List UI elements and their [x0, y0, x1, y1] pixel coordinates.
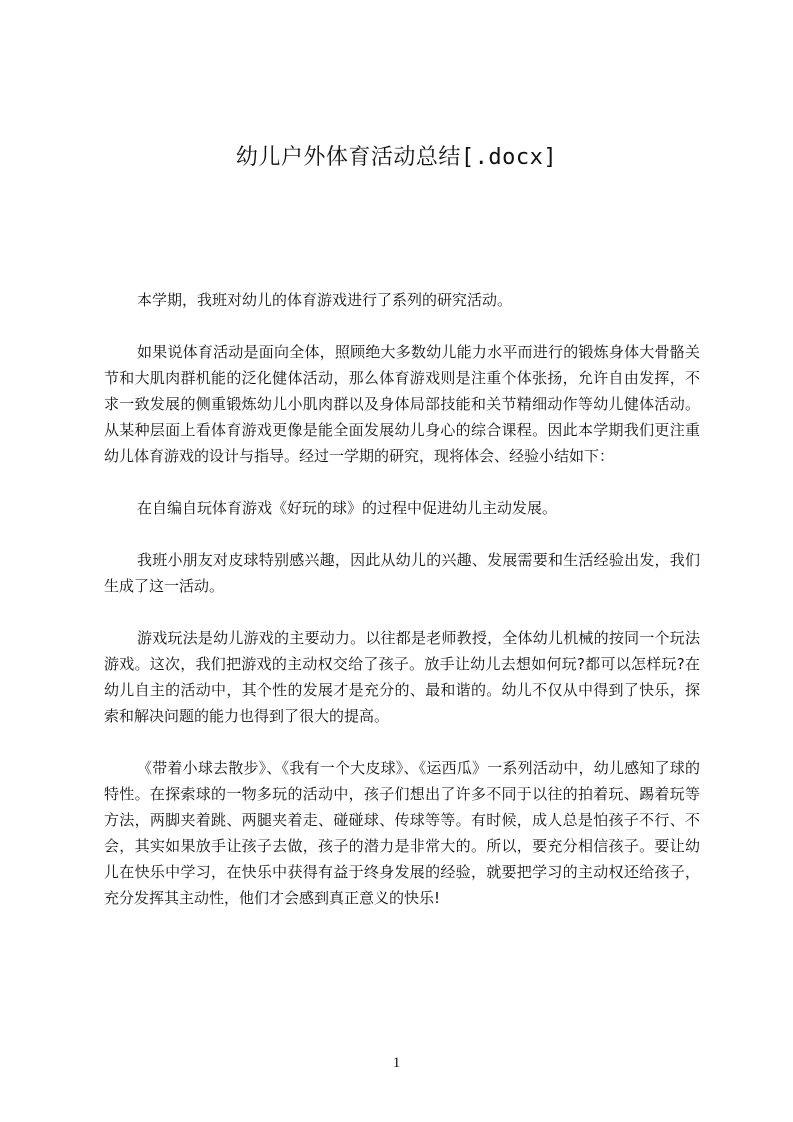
page-number: 1 [392, 1055, 401, 1071]
paragraph-overview: 如果说体育活动是面向全体，照顾绝大多数幼儿能力水平而进行的锻炼身体大骨骼关节和大肌肉群机能的泛化健体活动，那么体育游戏则是注重个体张扬，允许自由发挥，不求一致发展的侧重锻炼幼儿小肌肉群以及身体局部技能和关节精细动作等幼儿健体活动。从某种层面上看体育游戏更像是能全面发展幼儿身心的综合课程。因此本学期我们更注重幼儿体育游戏的设计与指导。经过一学期的研究，现将体会、经验小结如下： [104, 343, 700, 465]
document-body [104, 287, 700, 937]
paragraph-interest: 我班小朋友对皮球特别感兴趣，因此从幼儿的兴趣、发展需要和生活经验出发，我们生成了这一活动。 [104, 551, 700, 595]
paragraph-section-heading: 在自编自玩体育游戏《好玩的球》的过程中促进幼儿主动发展。 [137, 499, 558, 517]
paragraph-game-rules: 游戏玩法是幼儿游戏的主要动力。以往都是老师教授，全体幼儿机械的按同一个玩法游戏。这次，我们把游戏的主动权交给了孩子。放手让幼儿去想如何玩?都可以怎样玩?在幼儿自主的活动中，其个性的发展才是充分的、最和谐的。幼儿不仅从中得到了快乐，探索和解决问题的能力也得到了很大的提高。 [104, 629, 700, 725]
paragraph-intro: 本学期，我班对幼儿的体育游戏进行了系列的研究活动。 [137, 291, 513, 309]
document-title: 幼儿户外体育活动总结[.docx] [235, 145, 558, 170]
paragraph-activities: 《带着小球去散步》、《我有一个大皮球》、《运西瓜》一系列活动中，幼儿感知了球的特性。在探索球的一物多玩的活动中，孩子们想出了许多不同于以往的拍着玩、踢着玩等方法，两脚夹着跳、两腿夹着走、碰碰球、传球等等。有时候，成人总是怕孩子不行、不会，其实如果放手让孩子去做，孩子的潜力是非常大的。所以，要充分相信孩子。要让幼儿在快乐中学习，在快乐中获得有益于终身发展的经验，就要把学习的主动权还给孩子，充分发挥其主动性，他们才会感到真正意义的快乐! [104, 759, 700, 907]
